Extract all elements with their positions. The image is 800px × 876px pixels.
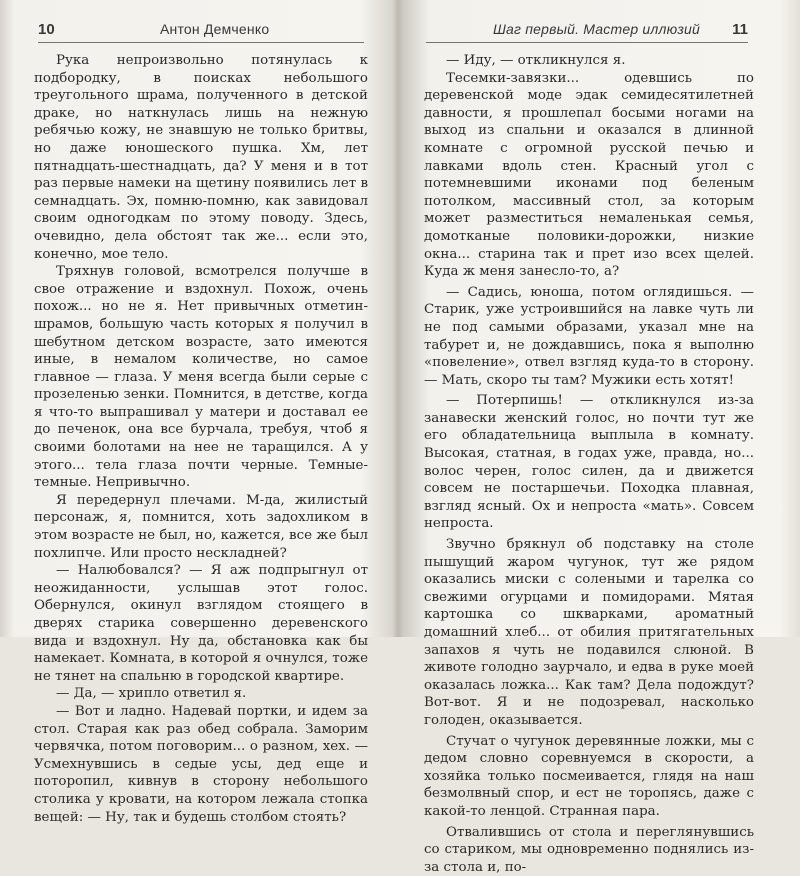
paragraph: Рука непроизвольно потянулась к подбородку, в поисках небольшого треугольного шрама, полученного в детской драке, но наткнулась лишь на нежную ребячью кожу, не знавшую не только бритвы, но даже юношеского пушка. Хм, лет пятнадцать-шестнадцать, да? У меня и в тот раз первые намеки на щетину появились лет в семнадцать. Эх, помню-помню, как завидовал своим одногодкам по этому поводу. Здесь, очевидно, дела обстоят так же... если это, конечно, мое тело. [34, 53, 368, 262]
paragraph: — Садись, юноша, потом оглядишься. — Старик, уже устроившийся на лавке чуть ли не под самыми образами, указал мне на табурет и, не дождавшись, пока я выполню «повеление», отвел взгляд куда-то в сторону. — Мать, скоро ты там? Мужики есть хотят! [424, 284, 754, 388]
paragraph: Отвалившись от стола и переглянувшись со стариком, мы одновременно поднялись из-за стола и, по- [424, 824, 754, 875]
paragraph: — Налюбовался? — Я аж подпрыгнул от неожиданности, услышав этот голос. Обернулся, окинул взглядом стоящего в дверях старика совершенно деревенского вида и вздохнул. Ну да, обстановка как бы намекает. Комната, в которой я очнулся, тоже не тянет на спальню в городской квартире. [34, 563, 368, 684]
page-number-left: 10 [38, 21, 55, 38]
running-head-chapter: Шаг первый. Мастер иллюзий [492, 21, 700, 37]
left-page-header [38, 18, 364, 43]
paragraph: — Иду, — откликнулся я. [446, 53, 626, 68]
right-page-body [424, 52, 754, 876]
paragraph: Я передернул плечами. М-да, жилистый персонаж, я, помнится, хоть задохликом в этом возрасте не был, но, кажется, все же был похлипче. Или просто нескладней? [34, 492, 368, 561]
page-number-right: 11 [732, 21, 748, 38]
right-page-header [426, 18, 748, 43]
paragraph: — Потерпишь! — откликнулся из-за занавески женский голос, но почти тут же его обладательница выплыла в комнату. Высокая, статная, в годах уже, правда, но... волос черен, голос силен, да и движется совсем не постаршечьи. Походка плавная, взгляд ясный. Ох и непроста «мать». Совсем непроста. [424, 393, 754, 532]
paragraph: Тряхнув головой, всмотрелся получше в свое отражение и вздохнул. Похож, очень похож... но не я. Нет привычных отметин-шрамов, большую часть которых я получил в шебутном детском возрасте, зато имеются иные, в немалом количестве, но самое главное — глаза. У меня всегда были серые с прозеленью зенки. Помнится, в детстве, когда я что-то выпрашивал у матери и доставал ее до печенок, она все бурчала, требуя, чтоб я своими болотами на нее не таращился. А у этого... тела глаза почти черные. Темные-темные. Непривычно. [34, 264, 368, 491]
paragraph: Звучно брякнул об подставку на столе пышущий жаром чугунок, тут же рядом оказались миски с солеными и тарелка со свежими огурцами и помидорами. Мятая картошка со шкварками, ароматный домашний хлеб... от обилия притягательных запахов я чуть не подавился слюной. В животе голодно заурчало, и едва в руке моей оказалась ложка... Как там? Дела подождут? Вот-вот. Я и не подозревал, насколько голоден, оказывается. [424, 537, 754, 728]
right-page [402, 0, 800, 875]
paragraph: — Вот и ладно. Надевай портки, и идем за стол. Старая как раз обед собрала. Заморим червячка, потом поговорим... о разном, хех. — Усмехнувшись в седые усы, дед еще и поторопил, кивнув в сторону небольшого столика у кровати, на котором лежала стопка вещей: — Ну, так и будешь столбом стоять? [34, 703, 368, 825]
left-page [0, 0, 398, 825]
paragraph: — Да, — хрипло ответил я. [56, 686, 247, 702]
left-page-body [34, 52, 368, 826]
paragraph: Тесемки-завязки... одевшись по деревенской моде эдак семидесятилетней давности, я прошлепал босыми ногами на выход из спальни и оказался в длинной комнате с огромной русской печью и лавками вдоль стен. Красный угол с потемневшими иконами под беленым потолком, массивный стол, за которым может разместиться немаленькая семья, домотканые половики-дорожки, низкие окна... старина так и прет изо всех щелей. Куда ж меня занесло-то, а? [424, 70, 754, 280]
running-head-author: Антон Демченко [160, 21, 270, 37]
paragraph: Стучат о чугунок деревянные ложки, мы с дедом словно соревнуемся в скорости, а хозяйка только посмеивается, глядя на наш безмолвный спор, и ест не торопясь, даже с какой-то ленцой. Странная пара. [424, 733, 754, 819]
